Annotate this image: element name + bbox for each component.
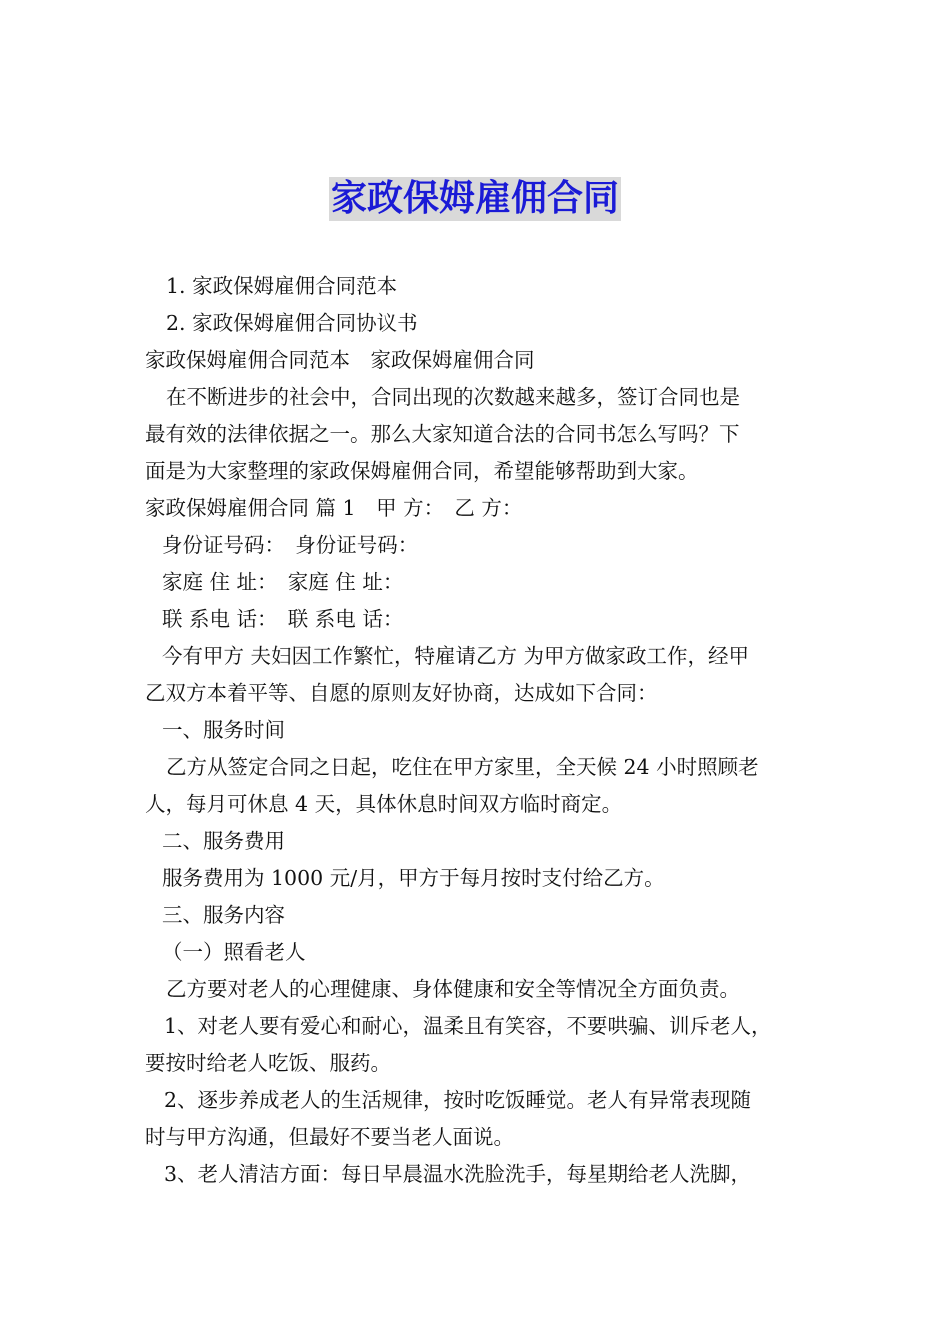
- document-title: 家政保姆雇佣合同: [330, 178, 619, 219]
- document-title-wrapper: [0, 177, 950, 221]
- sub-heading: （一）照看老人: [162, 940, 306, 964]
- toc-item-2: 2. 家政保姆雇佣合同协议书: [166, 311, 418, 335]
- paragraph-line: 乙双方本着平等、自愿的原则友好协商，达成如下合同：: [145, 681, 658, 705]
- clause-heading: 二、服务费用: [162, 829, 285, 853]
- paragraph-line: 面是为大家整理的家政保姆雇佣合同，希望能够帮助到大家。: [145, 459, 699, 483]
- list-item: 1、对老人要有爱心和耐心，温柔且有笑容，不要哄骗、训斥老人，: [164, 1014, 772, 1038]
- clause-heading: 一、服务时间: [162, 718, 285, 742]
- paragraph-line: 今有甲方 夫妇因工作繁忙，特雇请乙方 为甲方做家政工作，经甲: [162, 644, 750, 668]
- paragraph-line: 乙方从签定合同之日起，吃住在甲方家里，全天候 24 小时照顾老: [166, 755, 759, 779]
- field-line: 联 系电 话： 联 系电 话：: [162, 607, 404, 631]
- field-line: 家庭 住 址： 家庭 住 址：: [162, 570, 404, 594]
- clause-heading: 三、服务内容: [162, 903, 285, 927]
- document-body: [145, 268, 825, 1193]
- paragraph-line: 人，每月可休息 4 天，具体休息时间双方临时商定。: [145, 792, 623, 816]
- toc-item-1: 1. 家政保姆雇佣合同范本: [166, 274, 398, 298]
- list-item: 3、老人清洁方面：每日早晨温水洗脸洗手，每星期给老人洗脚，: [164, 1162, 752, 1186]
- field-line: 身份证号码： 身份证号码：: [162, 533, 419, 557]
- paragraph-line: 最有效的法律依据之一。那么大家知道合法的合同书怎么写吗？下: [145, 422, 740, 446]
- paragraph-line: 要按时给老人吃饭、服药。: [145, 1051, 391, 1075]
- paragraph-line: 乙方要对老人的心理健康、身体健康和安全等情况全方面负责。: [166, 977, 740, 1001]
- paragraph-line: 服务费用为 1000 元/月，甲方于每月按时支付给乙方。: [162, 866, 665, 890]
- paragraph-line: 时与甲方沟通，但最好不要当老人面说。: [145, 1125, 514, 1149]
- paragraph-line: 在不断进步的社会中，合同出现的次数越来越多，签订合同也是: [166, 385, 740, 409]
- section-heading: 家政保姆雇佣合同范本 家政保姆雇佣合同: [145, 348, 535, 372]
- contract-heading: 家政保姆雇佣合同 篇 1 甲 方： 乙 方：: [145, 496, 523, 520]
- list-item: 2、逐步养成老人的生活规律，按时吃饭睡觉。老人有异常表现随: [164, 1088, 752, 1112]
